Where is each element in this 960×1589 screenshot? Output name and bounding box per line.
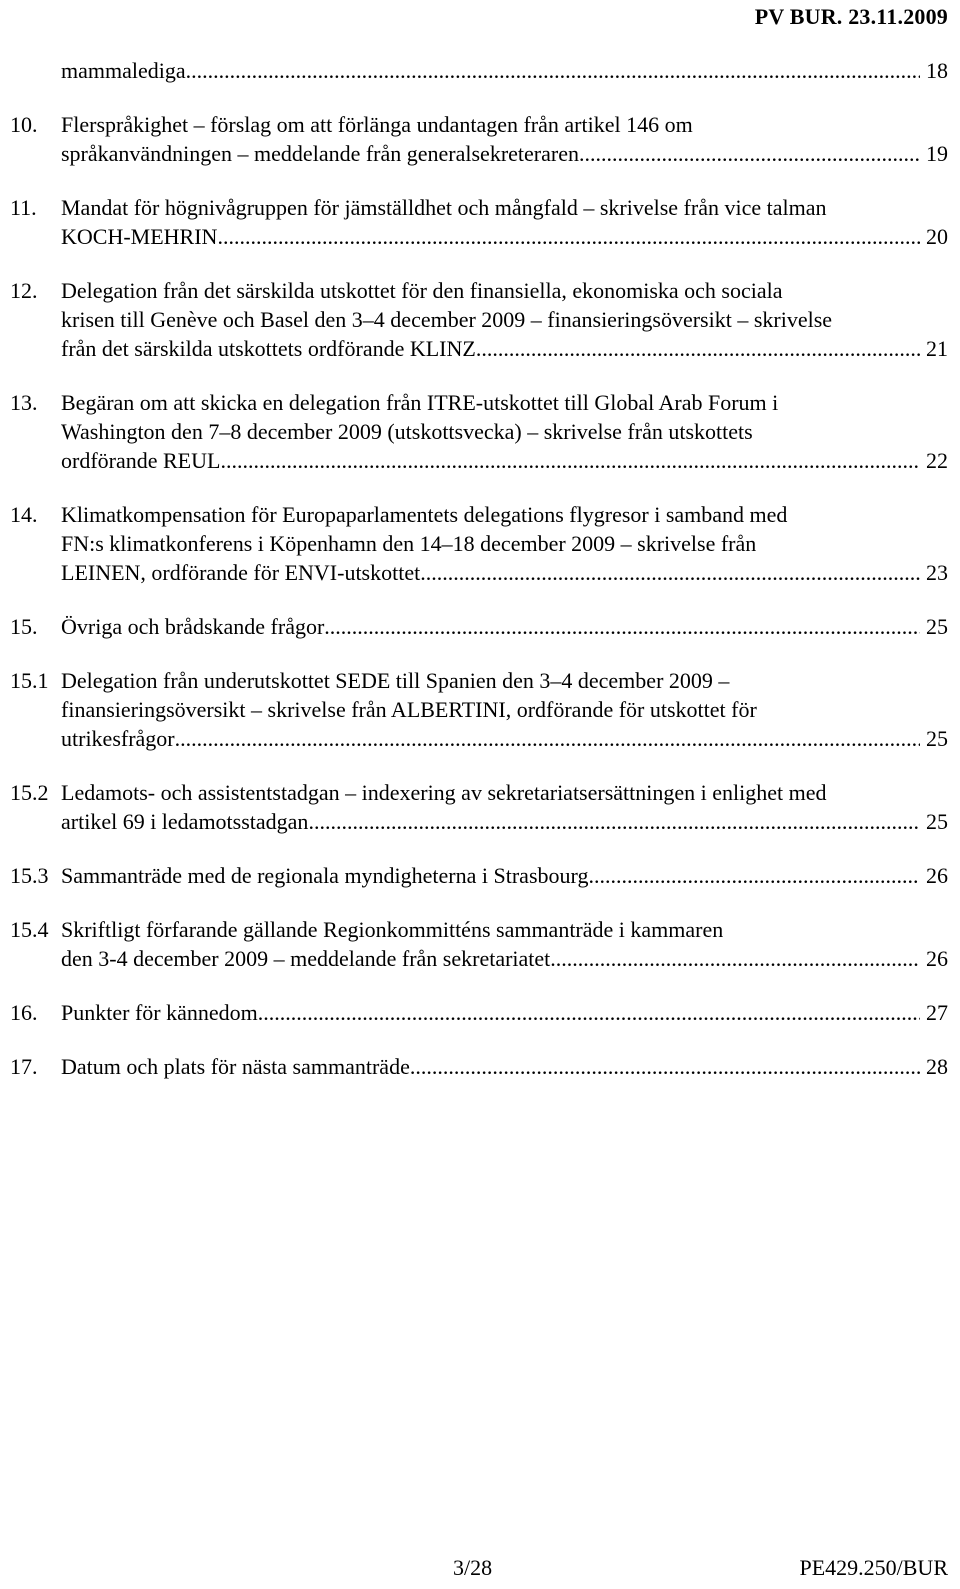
toc-entry-final-line bbox=[61, 861, 948, 890]
toc-page-number: 22 bbox=[926, 448, 948, 473]
table-of-contents bbox=[10, 56, 948, 1106]
toc-entry-final-line bbox=[61, 222, 948, 251]
toc-entry-body bbox=[61, 915, 948, 973]
toc-entry-title-line: Datum och plats för nästa sammanträde bbox=[61, 1054, 410, 1079]
toc-entry-title-line: KOCH-MEHRIN bbox=[61, 224, 218, 249]
toc-entry-title-line: FN:s klimatkonferens i Köpenhamn den 14–18 december 2009 – skrivelse från bbox=[61, 531, 757, 556]
toc-entry-body bbox=[61, 193, 948, 251]
toc-dot-leader bbox=[324, 612, 920, 641]
toc-dot-leader bbox=[186, 56, 920, 85]
toc-entry-title-line: Flerspråkighet – förslag om att förlänga undantagen från artikel 146 om bbox=[61, 112, 693, 137]
toc-entry-title-line: från det särskilda utskottets ordförande KLINZ bbox=[61, 336, 476, 361]
toc-entry-body bbox=[61, 612, 948, 641]
toc-entry-title-line: Delegation från underutskottet SEDE till Spanien den 3–4 december 2009 – bbox=[61, 668, 730, 693]
toc-entry-title-line: språkanvändningen – meddelande från generalsekreteraren bbox=[61, 141, 579, 166]
toc-entry-final-line bbox=[61, 724, 948, 753]
toc-entry-title-line: Delegation från det särskilda utskottet för den finansiella, ekonomiska och sociala bbox=[61, 278, 783, 303]
toc-entry-final-line bbox=[61, 56, 948, 85]
toc-entry-final-line bbox=[61, 944, 948, 973]
toc-dot-leader bbox=[220, 446, 920, 475]
toc-dot-leader bbox=[217, 222, 920, 251]
toc-entry-number: 15.3 bbox=[10, 863, 49, 888]
toc-entry[interactable] bbox=[10, 276, 948, 363]
toc-page-number: 26 bbox=[926, 863, 948, 888]
toc-entry-final-line bbox=[61, 1052, 948, 1081]
toc-entry-title-line: artikel 69 i ledamotsstadgan bbox=[61, 809, 309, 834]
toc-entry-number: 15.4 bbox=[10, 917, 49, 942]
toc-dot-leader bbox=[476, 334, 920, 363]
toc-entry-title-line: Punkter för kännedom bbox=[61, 1000, 258, 1025]
toc-page-number: 20 bbox=[926, 224, 948, 249]
toc-page-number: 19 bbox=[926, 141, 948, 166]
toc-entry-number: 12. bbox=[10, 278, 38, 303]
toc-dot-leader bbox=[550, 944, 920, 973]
toc-entry-final-line bbox=[61, 446, 948, 475]
toc-entry-title-line: Skriftligt förfarande gällande Regionkommitténs sammanträde i kammaren bbox=[61, 917, 724, 942]
toc-entry-number: 16. bbox=[10, 1000, 38, 1025]
toc-entry[interactable] bbox=[10, 778, 948, 836]
toc-dot-leader bbox=[175, 724, 920, 753]
toc-entry[interactable] bbox=[10, 998, 948, 1027]
toc-entry-title-line: Washington den 7–8 december 2009 (utskottsvecka) – skrivelse från utskottets bbox=[61, 419, 753, 444]
toc-entry-title-line: ordförande REUL bbox=[61, 448, 221, 473]
toc-entry-number: 11. bbox=[10, 195, 37, 220]
toc-entry[interactable] bbox=[10, 388, 948, 475]
toc-page-number: 26 bbox=[926, 946, 948, 971]
toc-entry-title-line: Begäran om att skicka en delegation från ITRE-utskottet till Global Arab Forum i bbox=[61, 390, 779, 415]
toc-entry-number: 17. bbox=[10, 1054, 38, 1079]
toc-entry-final-line bbox=[61, 558, 948, 587]
toc-entry-final-line bbox=[61, 139, 948, 168]
document-reference-header: PV BUR. 23.11.2009 bbox=[754, 4, 948, 29]
toc-entry-title-line: mammalediga bbox=[61, 58, 186, 83]
toc-entry-body bbox=[61, 778, 948, 836]
toc-entry-title-line: Klimatkompensation för Europaparlamentets delegations flygresor i samband med bbox=[61, 502, 788, 527]
toc-entry[interactable] bbox=[10, 915, 948, 973]
toc-entry-title-line: utrikesfrågor bbox=[61, 726, 175, 751]
toc-page-number: 23 bbox=[926, 560, 948, 585]
toc-page-number: 25 bbox=[926, 809, 948, 834]
toc-entry-body bbox=[61, 276, 948, 363]
toc-entry-title-line: LEINEN, ordförande för ENVI-utskottet bbox=[61, 560, 421, 585]
document-number-footer: PE429.250/BUR bbox=[799, 1555, 948, 1580]
toc-entry-body bbox=[61, 998, 948, 1027]
toc-dot-leader bbox=[588, 861, 920, 890]
toc-entry-body bbox=[61, 861, 948, 890]
toc-entry-title-line: den 3-4 december 2009 – meddelande från sekretariatet bbox=[61, 946, 551, 971]
toc-page-number: 25 bbox=[926, 614, 948, 639]
toc-page-number: 18 bbox=[926, 58, 948, 83]
toc-entry-number: 13. bbox=[10, 390, 38, 415]
toc-entry-final-line bbox=[61, 612, 948, 641]
toc-dot-leader bbox=[308, 807, 920, 836]
toc-entry-body bbox=[61, 56, 948, 85]
page-indicator: 3/28 bbox=[453, 1555, 493, 1580]
toc-dot-leader bbox=[410, 1052, 920, 1081]
toc-page-number: 25 bbox=[926, 726, 948, 751]
toc-entry-title-line: finansieringsöversikt – skrivelse från ALBERTINI, ordförande för utskottet för bbox=[61, 697, 757, 722]
toc-entry-body bbox=[61, 666, 948, 753]
toc-entry-title-line: Sammanträde med de regionala myndigheterna i Strasbourg bbox=[61, 863, 589, 888]
toc-dot-leader bbox=[579, 139, 920, 168]
toc-entry[interactable] bbox=[10, 500, 948, 587]
toc-entry-title-line: Mandat för högnivågruppen för jämställdhet och mångfald – skrivelse från vice talman bbox=[61, 195, 827, 220]
toc-entry-body bbox=[61, 110, 948, 168]
toc-entry[interactable] bbox=[10, 1052, 948, 1081]
toc-page-number: 27 bbox=[926, 1000, 948, 1025]
toc-entry-final-line bbox=[61, 998, 948, 1027]
toc-entry-body bbox=[61, 500, 948, 587]
toc-entry-number: 15. bbox=[10, 614, 38, 639]
toc-entry[interactable] bbox=[10, 56, 948, 85]
toc-entry[interactable] bbox=[10, 666, 948, 753]
toc-dot-leader bbox=[258, 998, 920, 1027]
toc-entry-final-line bbox=[61, 334, 948, 363]
toc-entry[interactable] bbox=[10, 193, 948, 251]
toc-entry-title-line: Ledamots- och assistentstadgan – indexering av sekretariatsersättningen i enlighet med bbox=[61, 780, 827, 805]
toc-page-number: 28 bbox=[926, 1054, 948, 1079]
toc-entry-final-line bbox=[61, 807, 948, 836]
toc-entry[interactable] bbox=[10, 612, 948, 641]
toc-entry-number: 15.1 bbox=[10, 668, 49, 693]
toc-entry-number: 10. bbox=[10, 112, 38, 137]
toc-entry-number: 15.2 bbox=[10, 780, 49, 805]
toc-entry[interactable] bbox=[10, 110, 948, 168]
toc-entry[interactable] bbox=[10, 861, 948, 890]
toc-dot-leader bbox=[420, 558, 920, 587]
toc-entry-title-line: Övriga och brådskande frågor bbox=[61, 614, 325, 639]
toc-entry-number: 14. bbox=[10, 502, 38, 527]
toc-entry-title-line: krisen till Genève och Basel den 3–4 december 2009 – finansieringsöversikt – skrivelse bbox=[61, 307, 833, 332]
toc-page-number: 21 bbox=[926, 336, 948, 361]
toc-entry-body bbox=[61, 1052, 948, 1081]
toc-entry-body bbox=[61, 388, 948, 475]
